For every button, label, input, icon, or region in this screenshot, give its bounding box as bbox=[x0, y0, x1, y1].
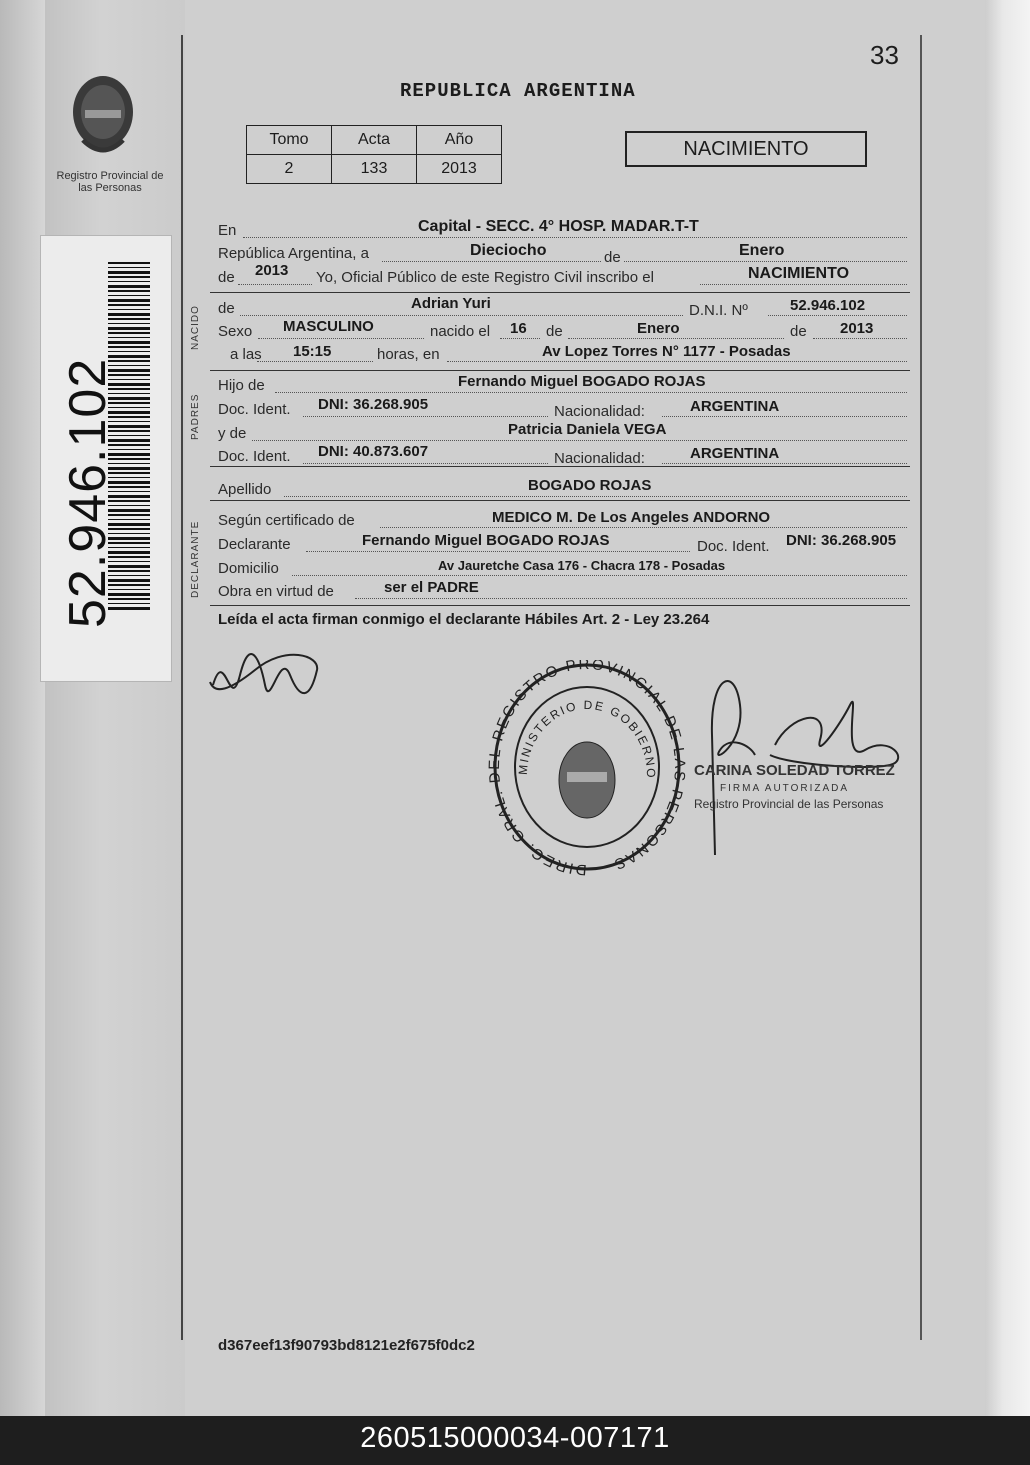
dotted-line bbox=[284, 496, 907, 497]
section-rule bbox=[210, 292, 910, 293]
registry-logo-caption: Registro Provincial de las Personas bbox=[56, 170, 164, 194]
value-declarante: Fernando Miguel BOGADO ROJAS bbox=[362, 532, 610, 549]
table-value-tomo: 2 bbox=[247, 155, 332, 184]
dotted-line bbox=[355, 598, 907, 599]
table-header-anio: Año bbox=[417, 126, 502, 155]
dotted-line bbox=[243, 237, 907, 238]
scan-code: 260515000034-007171 bbox=[360, 1422, 670, 1454]
dotted-line bbox=[500, 338, 540, 339]
dotted-line bbox=[303, 416, 548, 417]
dotted-line bbox=[768, 315, 907, 316]
label-de-anio: de bbox=[218, 269, 235, 286]
dotted-line bbox=[382, 261, 907, 262]
stamp-outer-text: DIREC. GRAL. DEL REGISTRO PROVINCIAL DE LAS PERSONAS bbox=[487, 660, 687, 879]
label-inscribo: Yo, Oficial Público de este Registro Civil inscribo el bbox=[316, 269, 654, 286]
table-value-acta: 133 bbox=[332, 155, 417, 184]
label-declarante: Declarante bbox=[218, 536, 291, 553]
dotted-line bbox=[662, 463, 907, 464]
frame-line-left bbox=[181, 35, 183, 1340]
document-title: REPUBLICA ARGENTINA bbox=[400, 80, 636, 102]
table-header-tomo: Tomo bbox=[247, 126, 332, 155]
dotted-line bbox=[380, 527, 907, 528]
label-y-de: y de bbox=[218, 425, 247, 442]
value-padre-doc: DNI: 36.268.905 bbox=[318, 396, 429, 413]
label-hijo-de: Hijo de bbox=[218, 377, 265, 394]
label-obra: Obra en virtud de bbox=[218, 583, 334, 600]
value-madre-doc: DNI: 40.873.607 bbox=[318, 443, 429, 460]
dotted-line bbox=[700, 284, 907, 285]
dotted-line bbox=[447, 361, 907, 362]
dotted-line bbox=[240, 315, 683, 316]
label-horas-en: horas, en bbox=[377, 346, 440, 363]
label-republica: República Argentina, a bbox=[218, 245, 369, 262]
value-padre: Fernando Miguel BOGADO ROJAS bbox=[458, 373, 706, 390]
value-certificado: MEDICO M. De Los Angeles ANDORNO bbox=[492, 509, 771, 526]
value-mes: Enero bbox=[739, 242, 785, 259]
sticker-number: 52.946.102 bbox=[59, 357, 117, 628]
dotted-line bbox=[662, 416, 907, 417]
section-label-declarante: DECLARANTE bbox=[190, 520, 201, 598]
officer-name: CARINA SOLEDAD TORREZ bbox=[694, 762, 895, 779]
label-segun-cert: Según certificado de bbox=[218, 512, 355, 529]
page-edge bbox=[985, 0, 1030, 1416]
table-value-anio: 2013 bbox=[417, 155, 502, 184]
value-sexo: MASCULINO bbox=[283, 318, 374, 335]
value-madre-nac: ARGENTINA bbox=[690, 445, 780, 462]
dotted-line bbox=[258, 338, 424, 339]
value-anio-nac: 2013 bbox=[840, 320, 874, 337]
label-apellido: Apellido bbox=[218, 481, 272, 498]
value-domicilio: Av Jauretche Casa 176 - Chacra 178 - Posadas bbox=[438, 558, 726, 573]
label-sexo: Sexo bbox=[218, 323, 253, 340]
dotted-line bbox=[568, 338, 784, 339]
label-de-nombre: de bbox=[218, 300, 235, 317]
label-doc-ident-1: Doc. Ident. bbox=[218, 401, 291, 418]
document-hash: d367eef13f90793bd8121e2f675f0dc2 bbox=[218, 1337, 475, 1354]
label-nacido-el: nacido el bbox=[430, 323, 491, 340]
table-header-acta: Acta bbox=[332, 126, 417, 155]
label-a-las: a las bbox=[230, 346, 262, 363]
value-apellido: BOGADO ROJAS bbox=[528, 477, 652, 494]
section-label-padres: PADRES bbox=[190, 393, 201, 440]
dotted-line bbox=[813, 338, 907, 339]
value-padre-nac: ARGENTINA bbox=[690, 398, 780, 415]
official-stamp bbox=[487, 660, 687, 890]
legal-statement: Leída el acta firman conmigo el declarante Hábiles Art. 2 - Ley 23.264 bbox=[218, 611, 710, 628]
value-anio: 2013 bbox=[255, 262, 289, 279]
section-rule bbox=[210, 500, 910, 501]
value-madre: Patricia Daniela VEGA bbox=[508, 421, 667, 438]
registry-logo bbox=[55, 70, 165, 210]
dotted-line bbox=[252, 440, 907, 441]
section-label-nacido: NACIDO bbox=[190, 305, 201, 350]
label-doc-ident-3: Doc. Ident. bbox=[697, 538, 770, 555]
label-nacionalidad-2: Nacionalidad: bbox=[554, 450, 645, 467]
frame-line-right bbox=[920, 35, 922, 1340]
value-lugar-nac: Av Lopez Torres N° 1177 - Posadas bbox=[542, 343, 791, 360]
value-mes-nac: Enero bbox=[637, 320, 680, 337]
value-hora: 15:15 bbox=[293, 343, 332, 360]
dotted-line bbox=[275, 392, 907, 393]
registro-table bbox=[246, 125, 502, 184]
value-dia-nac: 16 bbox=[510, 320, 527, 337]
value-dni: 52.946.102 bbox=[790, 297, 866, 314]
label-nacionalidad-1: Nacionalidad: bbox=[554, 403, 645, 420]
tipo-acta-box: NACIMIENTO bbox=[625, 131, 867, 167]
label-en: En bbox=[218, 222, 237, 239]
value-obra: ser el PADRE bbox=[384, 579, 479, 596]
label-doc-ident-2: Doc. Ident. bbox=[218, 448, 291, 465]
value-nombre: Adrian Yuri bbox=[411, 295, 491, 312]
section-rule bbox=[210, 605, 910, 606]
dotted-line bbox=[238, 284, 312, 285]
dotted-line bbox=[292, 575, 907, 576]
stamp-inner-text: MINISTERIO DE GOBIERNO bbox=[515, 697, 659, 780]
dotted-line bbox=[257, 361, 373, 362]
page-number: 33 bbox=[870, 40, 899, 70]
label-de-mes: de bbox=[604, 249, 621, 266]
label-de-ano2: de bbox=[790, 323, 807, 340]
dotted-line bbox=[303, 463, 548, 464]
value-tipo: NACIMIENTO bbox=[748, 265, 850, 282]
label-de-dia: de bbox=[546, 323, 563, 340]
label-domicilio: Domicilio bbox=[218, 560, 279, 577]
label-dni: D.N.I. Nº bbox=[689, 302, 748, 319]
declarant-signature bbox=[205, 640, 325, 725]
officer-role: FIRMA AUTORIZADA bbox=[720, 783, 850, 794]
section-rule bbox=[210, 370, 910, 371]
page-gutter bbox=[45, 0, 185, 1416]
value-lugar: Capital - SECC. 4° HOSP. MADAR.T-T bbox=[418, 218, 699, 235]
book-spine bbox=[0, 0, 45, 1416]
value-declarante-doc: DNI: 36.268.905 bbox=[786, 532, 897, 549]
officer-org: Registro Provincial de las Personas bbox=[694, 797, 884, 811]
value-dia-letras: Dieciocho bbox=[470, 242, 547, 259]
dotted-line bbox=[306, 551, 690, 552]
